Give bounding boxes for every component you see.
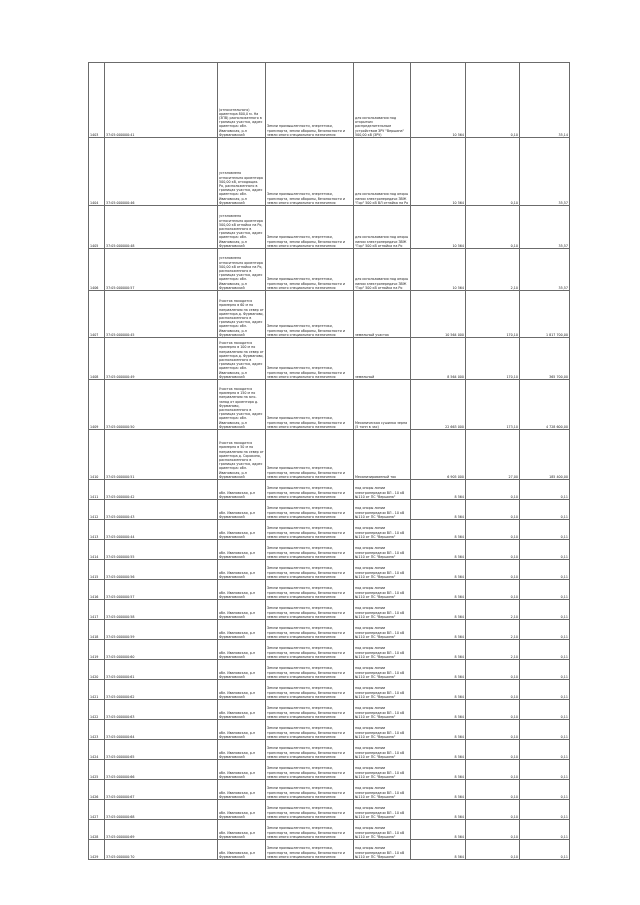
- cadastral-value: 35,14: [520, 63, 570, 138]
- land-category: Земли промышленности, энергетики, транспорта, земли обороны, безопасности и земли иного специального назначения: [266, 560, 354, 580]
- cadastral-number: 37:05:000000:44: [105, 520, 218, 540]
- cadastral-value: 0,11: [520, 800, 570, 820]
- location-description: обл. Ивановская, р-н Фурмановский: [218, 640, 266, 660]
- area-value: 8 564: [411, 620, 466, 640]
- area-value: 8 564: [411, 800, 466, 820]
- location-description: обл. Ивановская, р-н Фурмановский: [218, 560, 266, 580]
- row-number: 1426: [89, 780, 105, 800]
- tax-rate: 27,00: [466, 430, 520, 480]
- area-value: 8 564: [411, 660, 466, 680]
- cadastral-value: 35,57: [520, 249, 570, 291]
- table-row: [89, 620, 570, 640]
- table-row: [89, 840, 570, 860]
- permitted-use: под опоры линии электропередачи ВЛ - 10 кВ №110 от ПС "Вершина": [354, 680, 411, 700]
- cadastral-value: 0,11: [520, 560, 570, 580]
- land-category: Земли промышленности, энергетики, транспорта, земли обороны, безопасности и земли иного специального назначения: [266, 540, 354, 560]
- table-row: [89, 138, 570, 206]
- location-description: установлено относительно ориентира 500,00 кВ, отходящих. Ро, расположенного в границах участка, адрес ориентира: обл. Ивановская, р-н Фурмановский: [218, 138, 266, 206]
- cadastral-number: 37:05:000000:65: [105, 740, 218, 760]
- permitted-use: под опоры линии электропередачи ВЛ - 10 кВ №110 от ПС "Вершина": [354, 500, 411, 520]
- area-value: 22 663 000: [411, 380, 466, 430]
- cadastral-value: 1 817 700,00: [520, 291, 570, 338]
- row-number: 1416: [89, 580, 105, 600]
- area-value: 8 564: [411, 840, 466, 860]
- land-category: Земли промышленности, энергетики, транспорта, земли обороны, безопасности и земли иного специального назначения: [266, 680, 354, 700]
- row-number: 1415: [89, 560, 105, 580]
- area-value: 8 564: [411, 820, 466, 840]
- permitted-use: земельный участок: [354, 291, 411, 338]
- area-value: 8 564: [411, 740, 466, 760]
- row-number: 1411: [89, 480, 105, 500]
- location-description: обл. Ивановская, р-н Фурмановский: [218, 500, 266, 520]
- row-number: 1407: [89, 291, 105, 338]
- permitted-use: для использования под опоры линии электропередачи ЗВЖ "Гор" 500 кВ ВЛ отпайка на Ро: [354, 138, 411, 206]
- tax-rate: 0,10: [466, 480, 520, 500]
- land-category: Земли промышленности, энергетики, транспорта, земли обороны, безопасности и земли иного специального назначения: [266, 580, 354, 600]
- permitted-use: для использования под опоры линии электропередачи ЗВЖ "Гор" 500 кВ отпайка на Ро: [354, 249, 411, 291]
- location-description: обл. Ивановская, р-н Фурмановский: [218, 540, 266, 560]
- tax-rate: 170,10: [466, 338, 520, 380]
- area-value: 8 564: [411, 540, 466, 560]
- table-row: [89, 480, 570, 500]
- land-category: Земли промышленности, энергетики, транспорта, земли обороны, безопасности и земли иного специального назначения: [266, 660, 354, 680]
- cadastral-value: 0,11: [520, 740, 570, 760]
- cadastral-value: 0,11: [520, 780, 570, 800]
- permitted-use: под опоры линии электропередачи ВЛ - 10 кВ №110 от ПС "Вершина": [354, 760, 411, 780]
- cadastral-number: 37:05:000000:57: [105, 249, 218, 291]
- area-value: 10 564: [411, 138, 466, 206]
- table-row: [89, 249, 570, 291]
- area-value: 8 564: [411, 720, 466, 740]
- cadastral-number: 37:05:000000:58: [105, 600, 218, 620]
- land-category: Земли промышленности, энергетики, транспорта, земли обороны, безопасности и земли иного специального назначения: [266, 700, 354, 720]
- cadastral-number: 37:05:000000:48: [105, 206, 218, 249]
- cadastral-number: 37:05:000000:63: [105, 700, 218, 720]
- row-number: 1421: [89, 680, 105, 700]
- cadastral-value: 0,11: [520, 500, 570, 520]
- cadastral-number: 37:05:000000:67: [105, 780, 218, 800]
- row-number: 1419: [89, 640, 105, 660]
- area-value: 8 564: [411, 760, 466, 780]
- tax-rate: 0,10: [466, 540, 520, 560]
- row-number: 1417: [89, 600, 105, 620]
- land-category: Земли промышленности, энергетики, транспорта, земли обороны, безопасности и земли иного специального назначения: [266, 138, 354, 206]
- tax-rate: 173,10: [466, 380, 520, 430]
- tax-rate: 0,10: [466, 138, 520, 206]
- table-row: [89, 740, 570, 760]
- location-description: обл. Ивановская, р-н Фурмановский: [218, 720, 266, 740]
- area-value: 10 564: [411, 249, 466, 291]
- cadastral-number: 37:05:000000:55: [105, 540, 218, 560]
- cadastral-value: 35,57: [520, 138, 570, 206]
- location-description: обл. Ивановская, р-н Фурмановский: [218, 600, 266, 620]
- permitted-use: Механизированный ток: [354, 430, 411, 480]
- area-value: 8 564: [411, 500, 466, 520]
- permitted-use: под опоры линии электропередачи ВЛ - 10 кВ №110 от ПС "Вершина": [354, 660, 411, 680]
- area-value: 10 564 000: [411, 291, 466, 338]
- land-category: Земли промышленности, энергетики, транспорта, земли обороны, безопасности и земли иного специального назначения: [266, 720, 354, 740]
- cadastral-number: 37:05:000000:64: [105, 720, 218, 740]
- location-description: Участок находится примерно в 60 м по направлению на север от ориентира д. Фурманово, расположенного в границах участка, адрес ориентира: обл. Ивановская, р-н Фурмановский: [218, 291, 266, 338]
- tax-rate: 0,10: [466, 800, 520, 820]
- cadastral-value: 365 700,00: [520, 338, 570, 380]
- row-number: 1408: [89, 338, 105, 380]
- location-description: обл. Ивановская, р-н Фурмановский: [218, 480, 266, 500]
- land-category: Земли промышленности, энергетики, транспорта, земли обороны, безопасности и земли иного специального назначения: [266, 520, 354, 540]
- table-row: [89, 338, 570, 380]
- table-row: [89, 680, 570, 700]
- row-number: 1429: [89, 840, 105, 860]
- location-description: обл. Ивановская, р-н Фурмановский: [218, 780, 266, 800]
- cadastral-value: 0,11: [520, 760, 570, 780]
- cadastral-value: 0,11: [520, 700, 570, 720]
- cadastral-number: 37:05:000000:57: [105, 580, 218, 600]
- cadastral-number: 37:05:000000:70: [105, 840, 218, 860]
- area-value: 8 564: [411, 700, 466, 720]
- table-row: [89, 500, 570, 520]
- area-value: 8 564: [411, 560, 466, 580]
- location-description: обл. Ивановская, р-н Фурмановский: [218, 700, 266, 720]
- tax-rate: 0,10: [466, 700, 520, 720]
- row-number: 1414: [89, 540, 105, 560]
- tax-rate: 0,10: [466, 760, 520, 780]
- tax-rate: 0,10: [466, 720, 520, 740]
- tax-rate: 2,10: [466, 620, 520, 640]
- land-category: Земли промышленности, энергетики, транспорта, земли обороны, безопасности и земли иного специального назначения: [266, 760, 354, 780]
- row-number: 1423: [89, 720, 105, 740]
- area-value: 8 564 000: [411, 338, 466, 380]
- cadastral-number: 37:05:000000:42: [105, 480, 218, 500]
- location-description: обл. Ивановская, р-н Фурмановский: [218, 760, 266, 780]
- permitted-use: под опоры линии электропередачи ВЛ - 10 кВ №110 от ПС "Вершина": [354, 820, 411, 840]
- permitted-use: под опоры линии электропередачи ВЛ - 10 кВ №110 от ПС "Вершина": [354, 520, 411, 540]
- tax-rate: 2,10: [466, 600, 520, 620]
- land-category: Земли промышленности, энергетики, транспорта, земли обороны, безопасности и земли иного специального назначения: [266, 500, 354, 520]
- cadastral-value: 0,11: [520, 520, 570, 540]
- land-category: Земли промышленности, энергетики, транспорта, земли обороны, безопасности и земли иного специального назначения: [266, 380, 354, 430]
- cadastral-value: 0,11: [520, 820, 570, 840]
- permitted-use: под опоры линии электропередачи ВЛ - 10 кВ №110 от ПС "Вершина": [354, 840, 411, 860]
- cadastral-value: 0,11: [520, 600, 570, 620]
- cadastral-value: 0,11: [520, 540, 570, 560]
- permitted-use: Механическая сушилка зерна (5 тонн в час): [354, 380, 411, 430]
- location-description: обл. Ивановская, р-н Фурмановский: [218, 840, 266, 860]
- land-category: Земли промышленности, энергетики, транспорта, земли обороны, безопасности и земли иного специального назначения: [266, 840, 354, 860]
- tax-rate: 0,10: [466, 660, 520, 680]
- land-category: Земли промышленности, энергетики, транспорта, земли обороны, безопасности и земли иного специального назначения: [266, 740, 354, 760]
- cadastral-number: 37:05:000000:60: [105, 640, 218, 660]
- tax-rate: 0,10: [466, 680, 520, 700]
- land-register-table: [88, 62, 570, 860]
- cadastral-number: 37:05:000000:49: [105, 338, 218, 380]
- row-number: 1428: [89, 820, 105, 840]
- cadastral-value: 35,57: [520, 206, 570, 249]
- land-category: Земли промышленности, энергетики, транспорта, земли обороны, безопасности и земли иного специального назначения: [266, 249, 354, 291]
- cadastral-number: 37:05:000000:43: [105, 500, 218, 520]
- land-category: Земли промышленности, энергетики, транспорта, земли обороны, безопасности и земли иного специального назначения: [266, 63, 354, 138]
- permitted-use: земельный: [354, 338, 411, 380]
- permitted-use: под опоры линии электропередачи ВЛ - 10 кВ №110 от ПС "Вершина": [354, 600, 411, 620]
- tax-rate: 2,10: [466, 640, 520, 660]
- location-description: обл. Ивановская, р-н Фурмановский: [218, 660, 266, 680]
- location-description: обл. Ивановская, р-н Фурмановский: [218, 740, 266, 760]
- cadastral-value: 4 728 600,00: [520, 380, 570, 430]
- row-number: 1422: [89, 700, 105, 720]
- cadastral-number: 37:05:000000:61: [105, 660, 218, 680]
- area-value: 10 564: [411, 206, 466, 249]
- tax-rate: 0,10: [466, 500, 520, 520]
- cadastral-value: 185 400,00: [520, 430, 570, 480]
- land-category: Земли промышленности, энергетики, транспорта, земли обороны, безопасности и земли иного специального назначения: [266, 430, 354, 480]
- row-number: 1409: [89, 380, 105, 430]
- table-row: [89, 700, 570, 720]
- location-description: Участок находится примерно в 100 м по направлению на север от ориентира д. Фурманово, расположенного в границах участка, адрес ориентира: обл. Ивановская, р-н Фурмановский: [218, 338, 266, 380]
- permitted-use: под опоры линии электропередачи ВЛ - 10 кВ №110 от ПС "Вершина": [354, 540, 411, 560]
- location-description: обл. Ивановская, р-н Фурмановский: [218, 520, 266, 540]
- land-category: Земли промышленности, энергетики, транспорта, земли обороны, безопасности и земли иного специального назначения: [266, 600, 354, 620]
- tax-rate: 0,10: [466, 560, 520, 580]
- row-number: 1410: [89, 430, 105, 480]
- cadastral-number: 37:05:000000:51: [105, 430, 218, 480]
- area-value: 8 564: [411, 600, 466, 620]
- location-description: Участок находится примерно в 50 м по направлению на север от ориентира д. Сорокино, расположенного в границах участка, адрес ориентира: обл. Ивановская, р-н Фурмановский: [218, 430, 266, 480]
- area-value: 8 564: [411, 580, 466, 600]
- location-description: Участок находится примерно в 150 м по направлению на юго-запад от ориентира д. Фурманово, расположенного в границах участка, адрес ориентира: обл. Ивановская, р-н Фурмановский: [218, 380, 266, 430]
- table-row: [89, 380, 570, 430]
- tax-rate: 0,10: [466, 780, 520, 800]
- cadastral-value: 0,11: [520, 720, 570, 740]
- cadastral-value: 0,11: [520, 620, 570, 640]
- area-value: 6 905 000: [411, 430, 466, 480]
- row-number: 1424: [89, 740, 105, 760]
- table-row: [89, 520, 570, 540]
- permitted-use: под опоры линии электропередачи ВЛ - 10 кВ №110 от ПС "Вершина": [354, 580, 411, 600]
- permitted-use: под опоры линии электропередачи ВЛ - 10 кВ №110 от ПС "Вершина": [354, 480, 411, 500]
- location-description: обл. Ивановская, р-н Фурмановский: [218, 620, 266, 640]
- tax-rate: 0,10: [466, 206, 520, 249]
- land-category: Земли промышленности, энергетики, транспорта, земли обороны, безопасности и земли иного специального назначения: [266, 620, 354, 640]
- cadastral-number: 37:05:000000:59: [105, 620, 218, 640]
- row-number: 1406: [89, 249, 105, 291]
- cadastral-number: 37:05:000000:66: [105, 760, 218, 780]
- table-row: [89, 600, 570, 620]
- tax-rate: 0,10: [466, 740, 520, 760]
- table-row: [89, 560, 570, 580]
- location-description: обл. Ивановская, р-н Фурмановский: [218, 820, 266, 840]
- cadastral-value: 0,11: [520, 660, 570, 680]
- land-category: Земли промышленности, энергетики, транспорта, земли обороны, безопасности и земли иного специального назначения: [266, 338, 354, 380]
- location-description: (относительного) ориентира 800,0 м. На (ЗПВ) расположенного в границах участка, адрес ориентира: обл. Ивановская, р-н Фурмановский: [218, 63, 266, 138]
- permitted-use: под опоры линии электропередачи ВЛ - 10 кВ №110 от ПС "Вершина": [354, 780, 411, 800]
- area-value: 8 564: [411, 480, 466, 500]
- permitted-use: под опоры линии электропередачи ВЛ - 10 кВ №110 от ПС "Вершина": [354, 740, 411, 760]
- location-description: установлено относительно ориентира 500,00 кВ отпайка на Ро, расположенного в границах участка, адрес ориентира: обл. Ивановская, р-н Фурмановский: [218, 206, 266, 249]
- area-value: 8 564: [411, 640, 466, 660]
- tax-rate: 170,10: [466, 291, 520, 338]
- permitted-use: под опоры линии электропередачи ВЛ - 10 кВ №110 от ПС "Вершина": [354, 640, 411, 660]
- land-category: Земли промышленности, энергетики, транспорта, земли обороны, безопасности и земли иного специального назначения: [266, 206, 354, 249]
- cadastral-value: 0,11: [520, 840, 570, 860]
- land-category: Земли промышленности, энергетики, транспорта, земли обороны, безопасности и земли иного специального назначения: [266, 800, 354, 820]
- cadastral-number: 37:05:000000:45: [105, 291, 218, 338]
- row-number: 1420: [89, 660, 105, 680]
- table-row: [89, 640, 570, 660]
- tax-rate: 0,10: [466, 580, 520, 600]
- table-row: [89, 660, 570, 680]
- table-row: [89, 760, 570, 780]
- cadastral-number: 37:05:000000:68: [105, 800, 218, 820]
- area-value: 8 564: [411, 520, 466, 540]
- table-row: [89, 580, 570, 600]
- table-row: [89, 820, 570, 840]
- permitted-use: под опоры линии электропередачи ВЛ - 10 кВ №110 от ПС "Вершина": [354, 620, 411, 640]
- cadastral-number: 37:05:000000:50: [105, 380, 218, 430]
- row-number: 1404: [89, 138, 105, 206]
- permitted-use: для использования под опоры линии электропередачи ЗВЖ "Гор" 500 кВ отпайка на Ро: [354, 206, 411, 249]
- row-number: 1418: [89, 620, 105, 640]
- permitted-use: под опоры линии электропередачи ВЛ - 10 кВ №110 от ПС "Вершина": [354, 720, 411, 740]
- location-description: обл. Ивановская, р-н Фурмановский: [218, 680, 266, 700]
- cadastral-number: 37:05:000000:56: [105, 560, 218, 580]
- land-register-sheet: [88, 62, 569, 860]
- row-number: 1413: [89, 520, 105, 540]
- table-row: [89, 780, 570, 800]
- row-number: 1412: [89, 500, 105, 520]
- permitted-use: для использования под открытым распределительным устройством ЗРУ "Вершина" 500,00 кВ (ЗРУ): [354, 63, 411, 138]
- area-value: 10 564: [411, 63, 466, 138]
- table-row: [89, 430, 570, 480]
- cadastral-number: 37:05:000000:69: [105, 820, 218, 840]
- cadastral-number: 37:05:000000:46: [105, 138, 218, 206]
- row-number: 1403: [89, 63, 105, 138]
- land-category: Земли промышленности, энергетики, транспорта, земли обороны, безопасности и земли иного специального назначения: [266, 480, 354, 500]
- cadastral-value: 0,11: [520, 580, 570, 600]
- table-row: [89, 800, 570, 820]
- land-category: Земли промышленности, энергетики, транспорта, земли обороны, безопасности и земли иного специального назначения: [266, 640, 354, 660]
- cadastral-value: 0,11: [520, 680, 570, 700]
- tax-rate: 0,10: [466, 840, 520, 860]
- area-value: 8 564: [411, 780, 466, 800]
- land-category: Земли промышленности, энергетики, транспорта, земли обороны, безопасности и земли иного специального назначения: [266, 291, 354, 338]
- row-number: 1427: [89, 800, 105, 820]
- land-category: Земли промышленности, энергетики, транспорта, земли обороны, безопасности и земли иного специального назначения: [266, 780, 354, 800]
- row-number: 1425: [89, 760, 105, 780]
- tax-rate: 0,10: [466, 63, 520, 138]
- permitted-use: под опоры линии электропередачи ВЛ - 10 кВ №110 от ПС "Вершина": [354, 560, 411, 580]
- land-category: Земли промышленности, энергетики, транспорта, земли обороны, безопасности и земли иного специального назначения: [266, 820, 354, 840]
- table-row: [89, 63, 570, 138]
- location-description: обл. Ивановская, р-н Фурмановский: [218, 580, 266, 600]
- cadastral-value: 0,11: [520, 480, 570, 500]
- cadastral-number: 37:05:000000:62: [105, 680, 218, 700]
- location-description: установлено относительно ориентира 500,00 кВ отпайка на Ро, расположенного в границах участка, адрес ориентира: обл. Ивановская, р-н Фурмановский: [218, 249, 266, 291]
- tax-rate: 2,10: [466, 249, 520, 291]
- table-row: [89, 206, 570, 249]
- tax-rate: 0,10: [466, 820, 520, 840]
- permitted-use: под опоры линии электропередачи ВЛ - 10 кВ №110 от ПС "Вершина": [354, 800, 411, 820]
- row-number: 1405: [89, 206, 105, 249]
- area-value: 8 564: [411, 680, 466, 700]
- cadastral-number: 37:05:000000:41: [105, 63, 218, 138]
- cadastral-value: 0,11: [520, 640, 570, 660]
- table-row: [89, 291, 570, 338]
- location-description: обл. Ивановская, р-н Фурмановский: [218, 800, 266, 820]
- tax-rate: 0,10: [466, 520, 520, 540]
- table-row: [89, 540, 570, 560]
- permitted-use: под опоры линии электропередачи ВЛ - 10 кВ №110 от ПС "Вершина": [354, 700, 411, 720]
- table-row: [89, 720, 570, 740]
